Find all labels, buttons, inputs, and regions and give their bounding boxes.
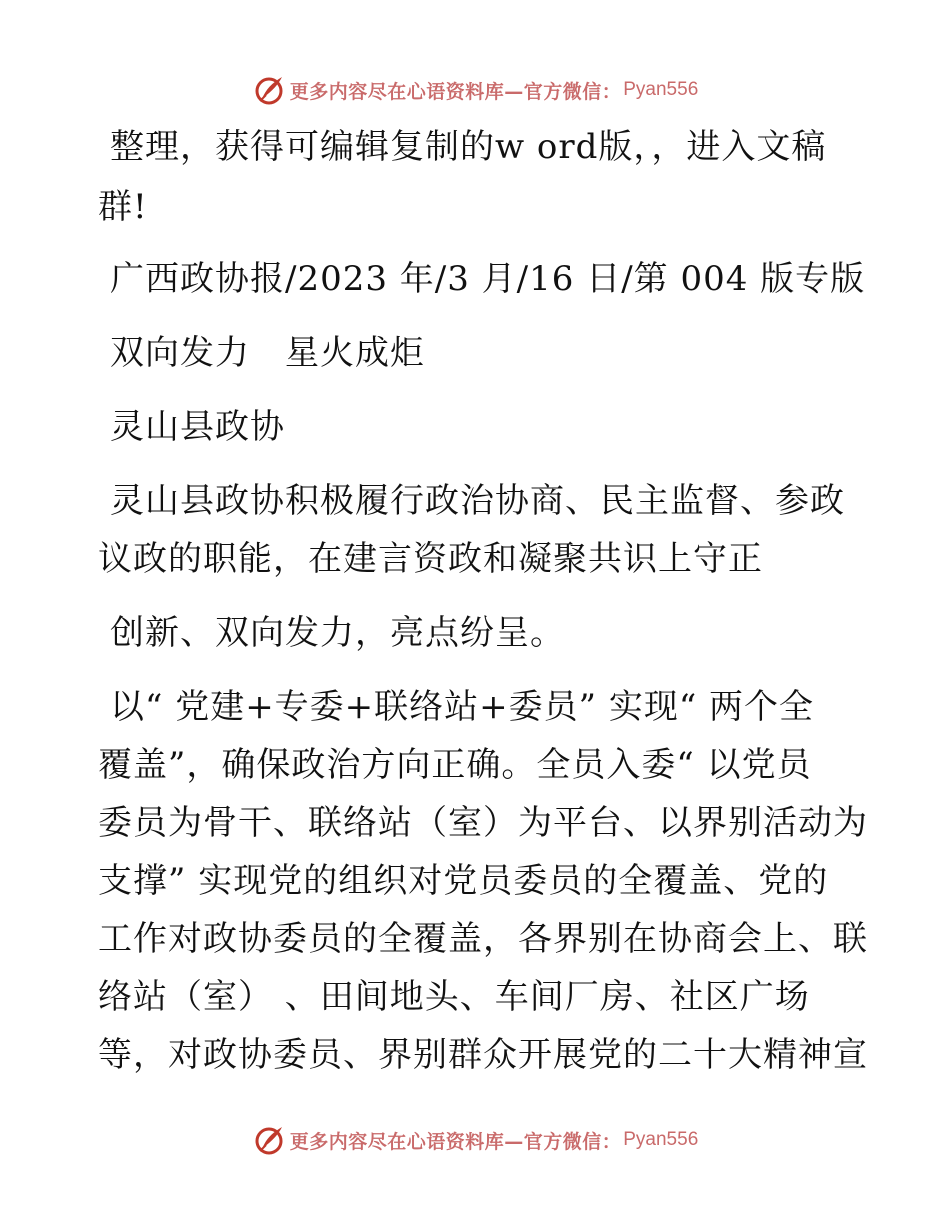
text-line: 群! [98,187,148,227]
text-line: 整理，获得可编辑复制的w ord版，，进入文稿 [110,127,827,167]
text-line: 议政的职能，在建言资政和凝聚共识上守正 [98,539,763,579]
text-line: 络站（室） 、田间地头、车间厂房、社区广场 [98,977,810,1017]
watermark-text: 更多内容尽在心语资料库—官方微信： [289,1130,622,1153]
text-line: 覆盖”，确保政治方向正确。全员入委“ 以党员 [98,745,812,785]
text-line: 委员为骨干、联络站（室）为平台、以界别活动为 [98,803,868,843]
text-line: 支撑” 实现党的组织对党员委员的全覆盖、党的 [98,861,829,901]
footer-watermark [0,1120,950,1160]
text-line: 等，对政协委员、界别群众开展党的二十大精神宣 [98,1035,868,1075]
feather-pen-logo-icon [252,1123,286,1157]
text-line: 灵山县政协积极履行政治协商、民主监督、参政 [110,481,845,521]
text-line: 广西政协报/2023 年/3 月/16 日/第 004 版专版 [110,259,866,299]
watermark-text: 更多内容尽在心语资料库—官方微信： [289,80,622,103]
article-author: 灵山县政协 [110,407,285,447]
text-line: 创新、双向发力，亮点纷呈。 [110,613,565,653]
feather-pen-logo-icon [252,73,286,107]
watermark-id: Pyan556 [623,79,699,100]
watermark-id: Pyan556 [623,1129,699,1150]
text-line: 以“ 党建+专委+联络站+委员” 实现“ 两个全 [110,687,815,727]
text-line: 工作对政协委员的全覆盖，各界别在协商会上、联 [98,919,868,959]
header-watermark [0,70,950,110]
article-title: 双向发力 星火成炬 [110,333,425,373]
